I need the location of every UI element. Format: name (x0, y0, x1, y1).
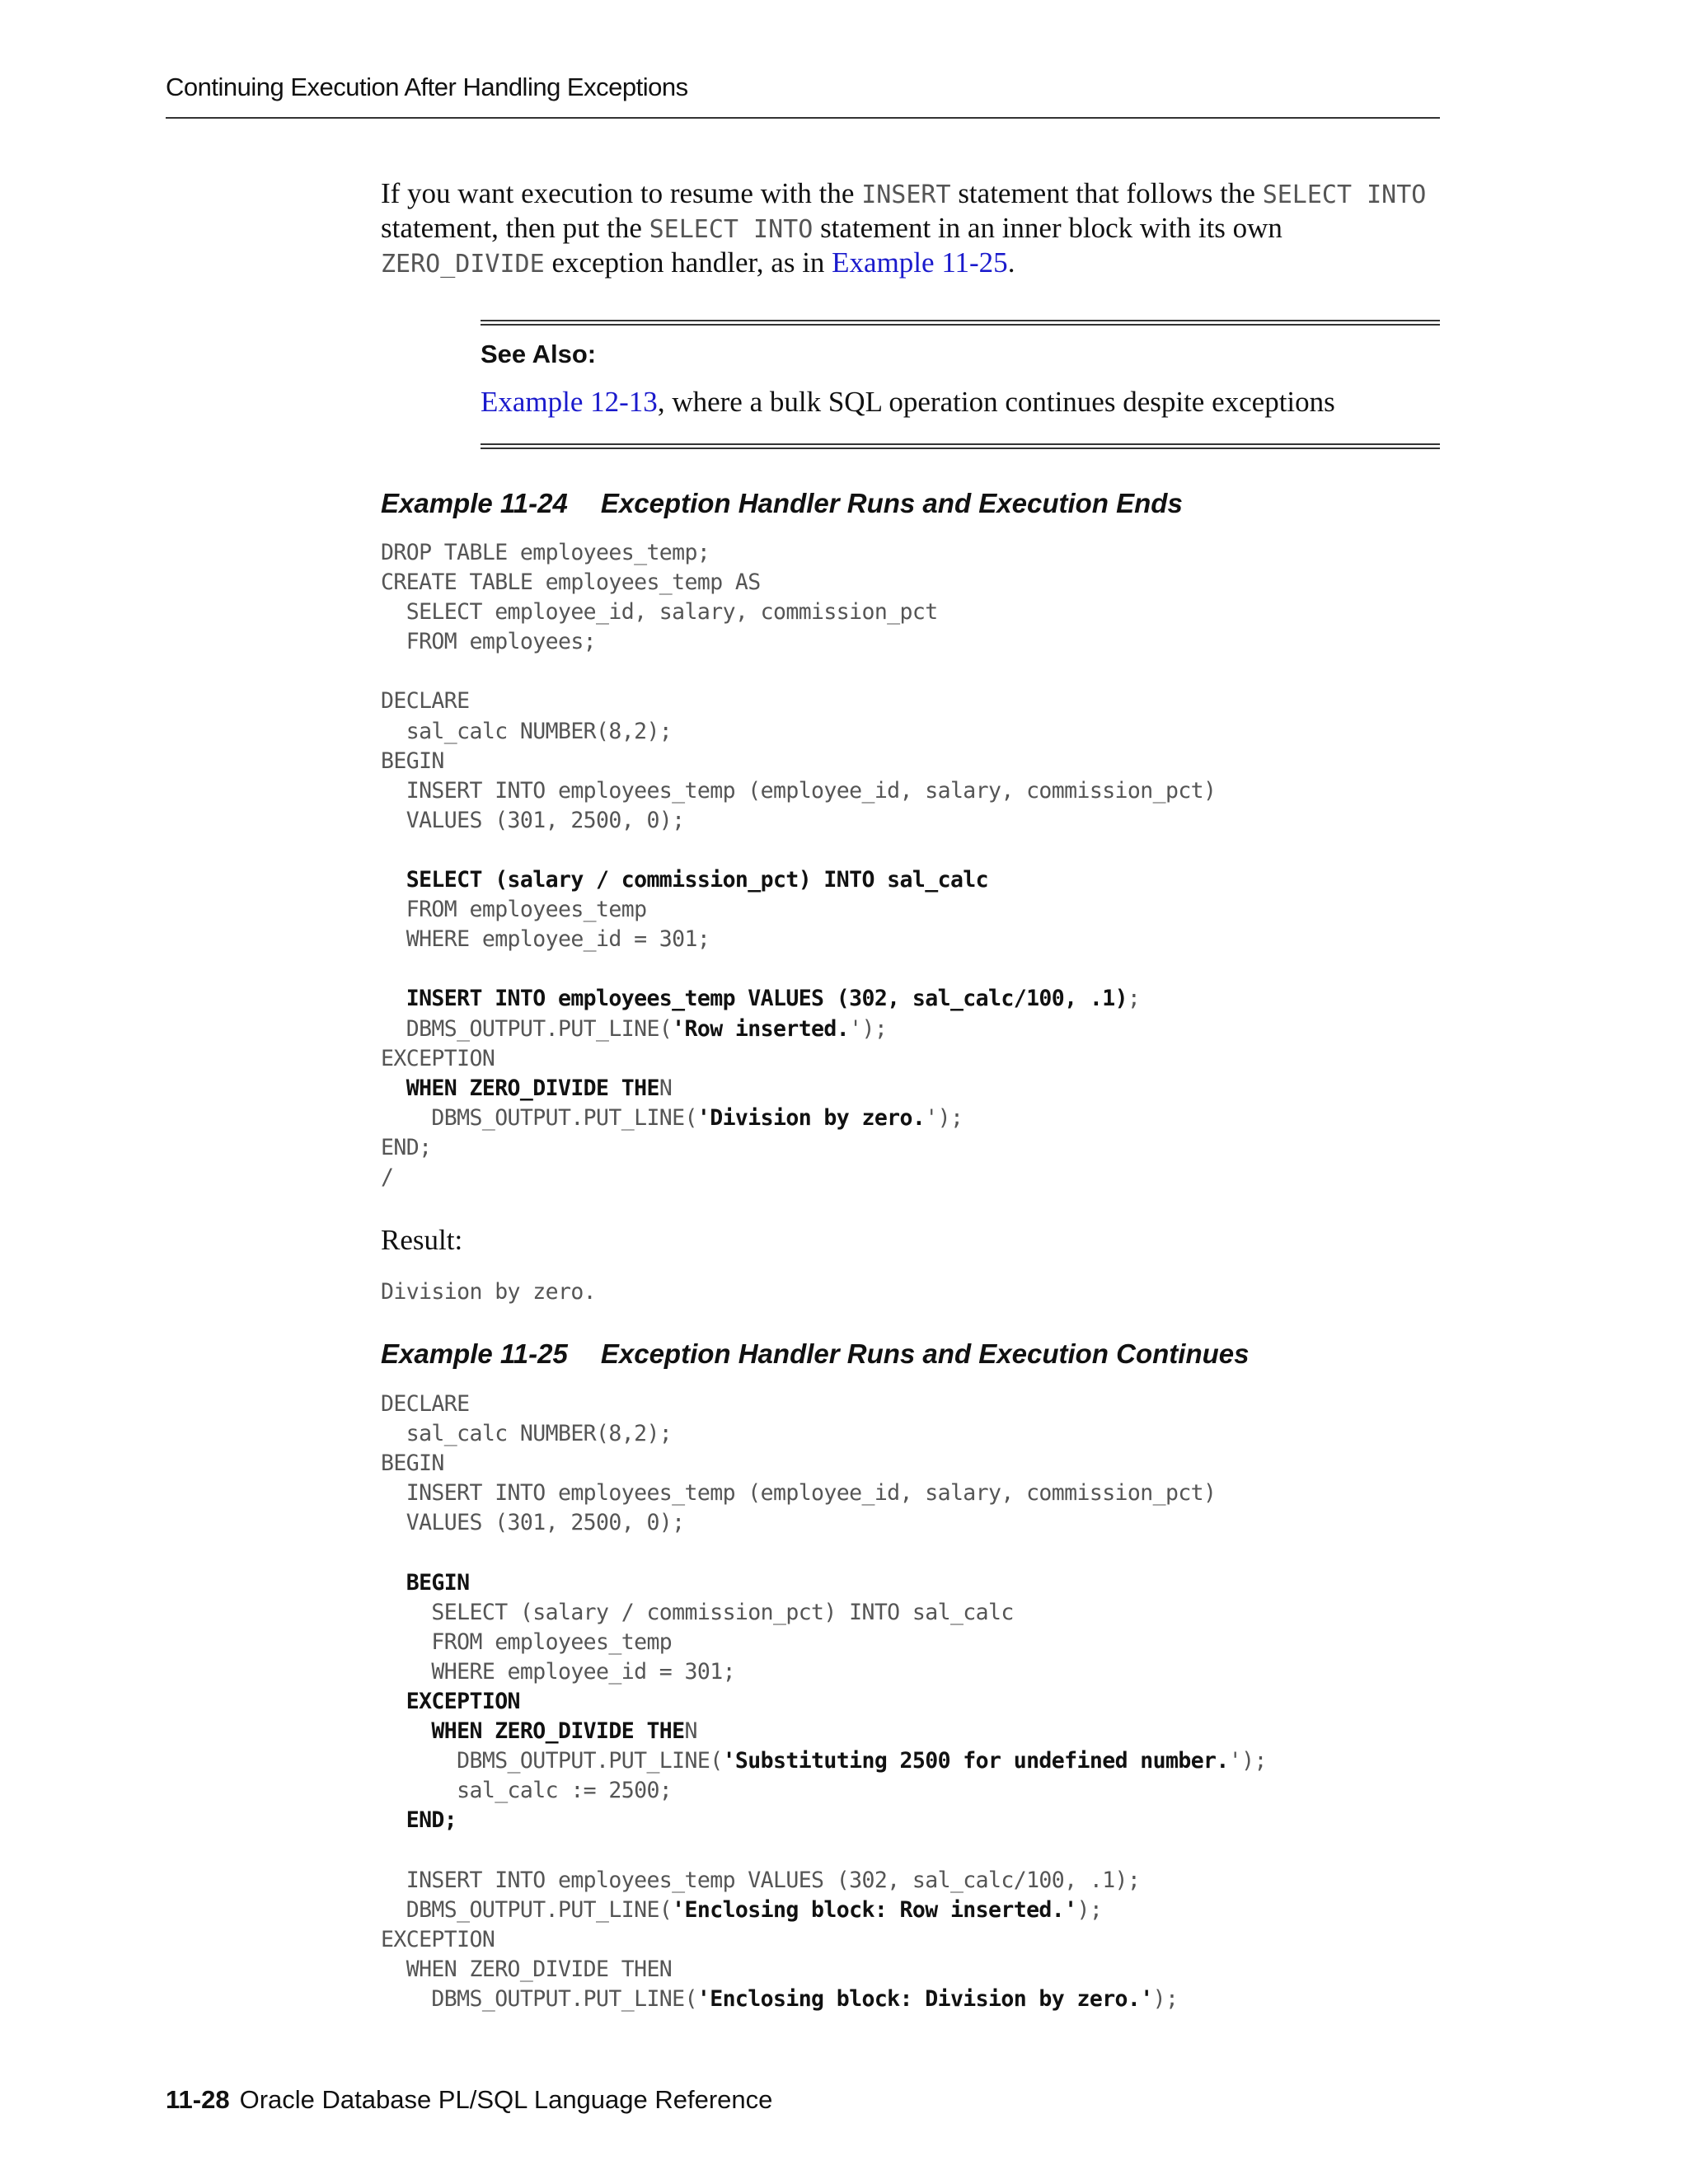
intro-code-insert: INSERT (861, 180, 951, 209)
book-title: Oracle Database PL/SQL Language Reference (239, 2085, 773, 2114)
code-line: DBMS_OUTPUT.PUT_LINE('Division by zero.'); (381, 1104, 964, 1131)
code-line: SELECT employee_id, salary, commission_pct (381, 599, 938, 626)
example-11-25-link[interactable]: Example 11-25 (832, 246, 1008, 279)
see-also-text (481, 386, 1335, 419)
code-line: INSERT INTO employees_temp (employee_id, salary, commission_pct) (381, 777, 1217, 804)
code-line: BEGIN (381, 1451, 444, 1477)
see-also-bottom-rule (481, 443, 1440, 449)
code-line: sal_calc := 2500; (381, 1778, 673, 1804)
code-line: DROP TABLE employees_temp; (381, 540, 710, 565)
code-line (381, 954, 1216, 984)
code-line: WHERE employee_id = 301; (381, 926, 710, 953)
code-line: CREATE TABLE employees_temp AS (381, 569, 761, 596)
example-11-24-code (381, 538, 1216, 1193)
code-line: DBMS_OUTPUT.PUT_LINE('Enclosing block: Row inserted.'); (381, 1896, 1103, 1923)
code-line: DBMS_OUTPUT.PUT_LINE('Enclosing block: Division by zero.'); (381, 1985, 1179, 2012)
intro-text-5: exception handler, as in (544, 246, 832, 279)
see-also-title: See Also: (481, 340, 597, 368)
code-line: FROM employees_temp (381, 1629, 673, 1655)
see-also-top-rule (481, 320, 1440, 326)
code-line: VALUES (301, 2500, 0); (381, 807, 685, 833)
code-line: EXCEPTION (406, 1688, 520, 1714)
code-line: WHEN ZERO_DIVIDE THEN (406, 1075, 673, 1101)
code-line: INSERT INTO employees_temp VALUES (302, sal_calc/100, .1); (381, 1867, 1141, 1893)
intro-code-select-into-2: SELECT INTO (649, 215, 814, 244)
example-11-24-number: Example 11-24 (381, 488, 568, 518)
code-line: FROM employees_temp (381, 897, 647, 923)
see-also-description: , where a bulk SQL operation continues despite exceptions (657, 386, 1335, 418)
intro-code-zero-divide: ZERO_DIVIDE (381, 250, 545, 279)
code-line: SELECT (salary / commission_pct) INTO sal_calc (381, 1599, 1014, 1625)
code-line: DECLARE (381, 688, 470, 715)
code-line: END; (381, 1134, 432, 1160)
code-line (381, 1538, 1267, 1568)
result-label: Result: (381, 1224, 463, 1256)
code-line: sal_calc NUMBER(8,2); (381, 718, 673, 744)
running-header: Continuing Execution After Handling Exceptions (166, 73, 688, 101)
intro-text-3: statement, then put the (381, 212, 649, 244)
code-line (381, 836, 1216, 865)
example-11-24-result (381, 1277, 596, 1307)
code-line: END; (406, 1807, 457, 1834)
code-line: EXCEPTION (381, 1045, 495, 1071)
code-line: WHERE employee_id = 301; (381, 1658, 735, 1685)
page-footer (166, 2085, 772, 2115)
code-line (381, 1835, 1267, 1865)
code-line: INSERT INTO employees_temp (employee_id, salary, commission_pct) (381, 1480, 1217, 1507)
intro-text-6: . (1007, 246, 1015, 279)
code-line: BEGIN (406, 1569, 470, 1596)
example-11-24-caption: Exception Handler Runs and Execution Ends (600, 488, 1183, 518)
code-line: WHEN ZERO_DIVIDE THEN (381, 1956, 673, 1982)
see-also-box (481, 320, 1440, 450)
example-11-25-caption: Exception Handler Runs and Execution Continues (600, 1338, 1250, 1369)
code-line: FROM employees; (381, 629, 597, 655)
intro-text-1: If you want execution to resume with the (381, 177, 862, 209)
code-line: SELECT (salary / commission_pct) INTO sal_calc (406, 867, 989, 893)
code-line: EXCEPTION (381, 1926, 495, 1952)
code-line: INSERT INTO employees_temp VALUES (302, sal_calc/100, .1); (406, 986, 1141, 1012)
intro-paragraph (381, 177, 1444, 281)
code-line: WHEN ZERO_DIVIDE THEN (431, 1718, 697, 1745)
example-11-25-title (381, 1338, 1249, 1370)
code-line: DBMS_OUTPUT.PUT_LINE('Row inserted.'); (381, 1015, 888, 1042)
example-11-25-number: Example 11-25 (381, 1338, 568, 1369)
code-line: DBMS_OUTPUT.PUT_LINE('Substituting 2500 for undefined number.'); (381, 1748, 1267, 1774)
intro-code-select-into: SELECT INTO (1262, 180, 1427, 209)
example-11-24-title (381, 488, 1183, 519)
intro-text-4: statement in an inner block with its own (813, 212, 1282, 244)
header-rule (166, 117, 1440, 119)
example-11-25-code (381, 1390, 1267, 2014)
code-line (381, 657, 1216, 687)
code-line: DECLARE (381, 1391, 470, 1417)
intro-text-2: statement that follows the (950, 177, 1263, 209)
code-line: sal_calc NUMBER(8,2); (381, 1421, 673, 1447)
page-number: 11-28 (166, 2085, 230, 2114)
code-line: BEGIN (381, 748, 444, 774)
code-line: / (381, 1164, 394, 1190)
example-12-13-link[interactable]: Example 12-13 (481, 386, 658, 418)
code-line: VALUES (301, 2500, 0); (381, 1510, 685, 1536)
code-line: Division by zero. (381, 1279, 597, 1305)
